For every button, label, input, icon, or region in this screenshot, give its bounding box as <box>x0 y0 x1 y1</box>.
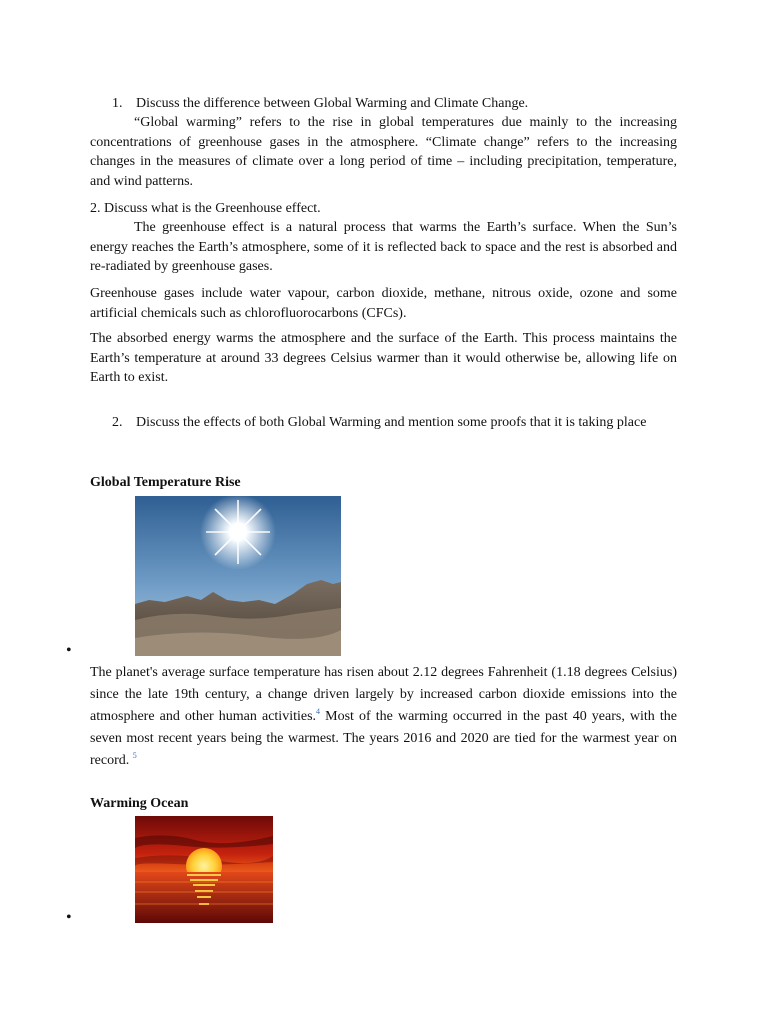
greenhouse-paragraph-2: Greenhouse gases include water vapour, carbon dioxide, methane, nitrous oxide, ozone and some artificial chemicals such as chlorofluorocarbons (CFCs). <box>90 286 677 321</box>
temperature-text-a: The planet's average surface temperature has risen about 2.12 degrees Fahrenheit (1.18 degrees Celsius) since the late 19th century, a change driven largely by increased carbon dioxide emissions into the atmosphere and other human activities. <box>90 665 677 724</box>
footnote-ref[interactable]: 4 <box>316 707 321 716</box>
list-number: 1. <box>112 96 123 111</box>
footnote-ref[interactable]: 5 <box>132 751 137 760</box>
question-3: Discuss the effects of both Global Warming and mention some proofs that it is taking place <box>136 415 647 430</box>
section-heading-ocean: Warming Ocean <box>90 796 189 811</box>
bullet: • <box>66 909 72 926</box>
ocean-sunset-image <box>135 816 273 923</box>
bullet: • <box>66 642 72 659</box>
temperature-paragraph <box>90 662 677 772</box>
greenhouse-paragraph-1: The greenhouse effect is a natural process that warms the Earth’s surface. When the Sun’s energy reaches the Earth’s atmosphere, some of it is reflected back to space and the rest is absorbed and re-radiated by greenhouse gases. <box>90 220 677 274</box>
answer-1: “Global warming” refers to the rise in global temperatures due mainly to the increasing concentrations of greenhouse gases in the atmosphere. “Climate change” refers to the increasing changes in the measures of climate over a long period of time – including precipitation, temperature, and wind patterns. <box>90 115 677 189</box>
list-number: 2. <box>112 415 123 430</box>
greenhouse-paragraph-3: The absorbed energy warms the atmosphere and the surface of the Earth. This process maintains the Earth’s temperature at around 33 degrees Celsius warmer than it would otherwise be, allowing life on Earth to exist. <box>90 331 677 385</box>
temperature-text-b: Most of the warming occurred in the past 40 years, with the seven most recent years being the warmest. The years 2016 and 2020 are tied for the warmest year on record. <box>90 709 678 768</box>
question-1: Discuss the difference between Global Warming and Climate Change. <box>136 96 529 111</box>
question-2: 2. Discuss what is the Greenhouse effect. <box>90 201 321 216</box>
section-heading-temperature: Global Temperature Rise <box>90 475 241 490</box>
sun-desert-image <box>135 496 341 656</box>
